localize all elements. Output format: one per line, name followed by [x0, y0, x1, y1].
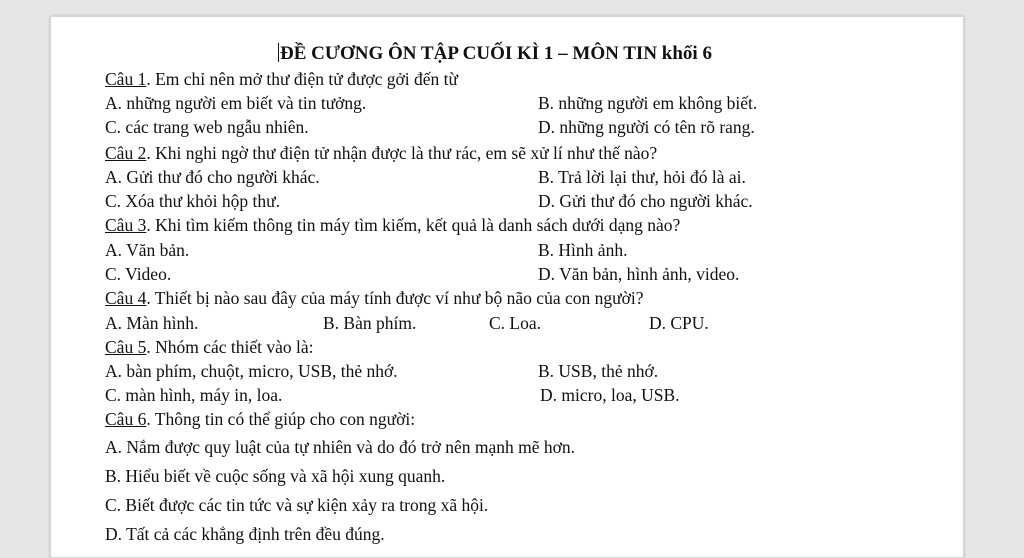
- q2-option-c: C. Xóa thư khỏi hộp thư.: [105, 191, 281, 211]
- question-3: [105, 214, 680, 236]
- q6-option-a: A. Nắm được quy luật của tự nhiên và do đó trở nên mạnh mẽ hơn.: [105, 437, 576, 457]
- q4-option-c: C. Loa.: [489, 313, 542, 333]
- question-number: Câu 4: [105, 288, 147, 308]
- question-text: . Khi nghi ngờ thư điện tử nhận được là thư rác, em sẽ xử lí như thế nào?: [146, 143, 658, 163]
- q4-option-d: D. CPU.: [649, 313, 709, 333]
- question-text: . Nhóm các thiết vào là:: [146, 337, 314, 357]
- title-text: ĐỀ CƯƠNG ÔN TẬP CUỐI KÌ 1 – MÔN TIN khối 6: [280, 43, 712, 64]
- q5-option-a: A. bàn phím, chuột, micro, USB, thẻ nhớ.: [105, 361, 398, 381]
- question-number: Câu 2: [105, 143, 147, 163]
- q5-option-c: C. màn hình, máy in, loa.: [105, 385, 283, 405]
- question-4: [105, 287, 643, 309]
- question-number: Câu 6: [105, 409, 147, 429]
- q3-option-c: C. Video.: [105, 264, 172, 284]
- question-6: [105, 408, 415, 430]
- q1-option-b: B. những người em không biết.: [538, 93, 758, 113]
- question-text: . Thiết bị nào sau đây của máy tính được ví như bộ não của con người?: [146, 288, 644, 308]
- document-page[interactable]: [50, 16, 964, 558]
- question-5: [105, 336, 314, 358]
- question-2: [105, 142, 657, 164]
- text-cursor: [278, 43, 279, 62]
- q2-option-d: D. Gửi thư đó cho người khác.: [538, 191, 753, 211]
- q6-option-b: B. Hiểu biết về cuộc sống và xã hội xung quanh.: [105, 466, 446, 486]
- q4-option-a: A. Màn hình.: [105, 313, 199, 333]
- q3-option-a: A. Văn bản.: [105, 240, 190, 260]
- q1-option-d: D. những người có tên rõ rang.: [538, 117, 755, 137]
- question-1: [105, 68, 458, 90]
- q5-option-d: D. micro, loa, USB.: [540, 385, 680, 405]
- question-text: . Khi tìm kiếm thông tin máy tìm kiếm, kết quả là danh sách dưới dạng nào?: [146, 215, 681, 235]
- question-number: Câu 1: [105, 69, 147, 89]
- question-text: . Em chỉ nên mở thư điện tử được gởi đến từ: [146, 69, 458, 89]
- q2-option-a: A. Gửi thư đó cho người khác.: [105, 167, 320, 187]
- q2-option-b: B. Trả lời lại thư, hỏi đó là ai.: [538, 167, 746, 187]
- document-title: [278, 43, 712, 65]
- q4-option-b: B. Bàn phím.: [323, 313, 417, 333]
- q1-option-a: A. những người em biết và tin tưởng.: [105, 93, 367, 113]
- q3-option-d: D. Văn bản, hình ảnh, video.: [538, 264, 740, 284]
- q3-option-b: B. Hình ảnh.: [538, 240, 628, 260]
- question-number: Câu 3: [105, 215, 147, 235]
- q6-option-c: C. Biết được các tin tức và sự kiện xảy ra trong xã hội.: [105, 495, 489, 515]
- q1-option-c: C. các trang web ngẫu nhiên.: [105, 117, 309, 137]
- q5-option-b: B. USB, thẻ nhớ.: [538, 361, 659, 381]
- question-text: . Thông tin có thể giúp cho con người:: [146, 409, 416, 429]
- question-number: Câu 5: [105, 337, 147, 357]
- q6-option-d: D. Tất cả các khẳng định trên đều đúng.: [105, 524, 385, 544]
